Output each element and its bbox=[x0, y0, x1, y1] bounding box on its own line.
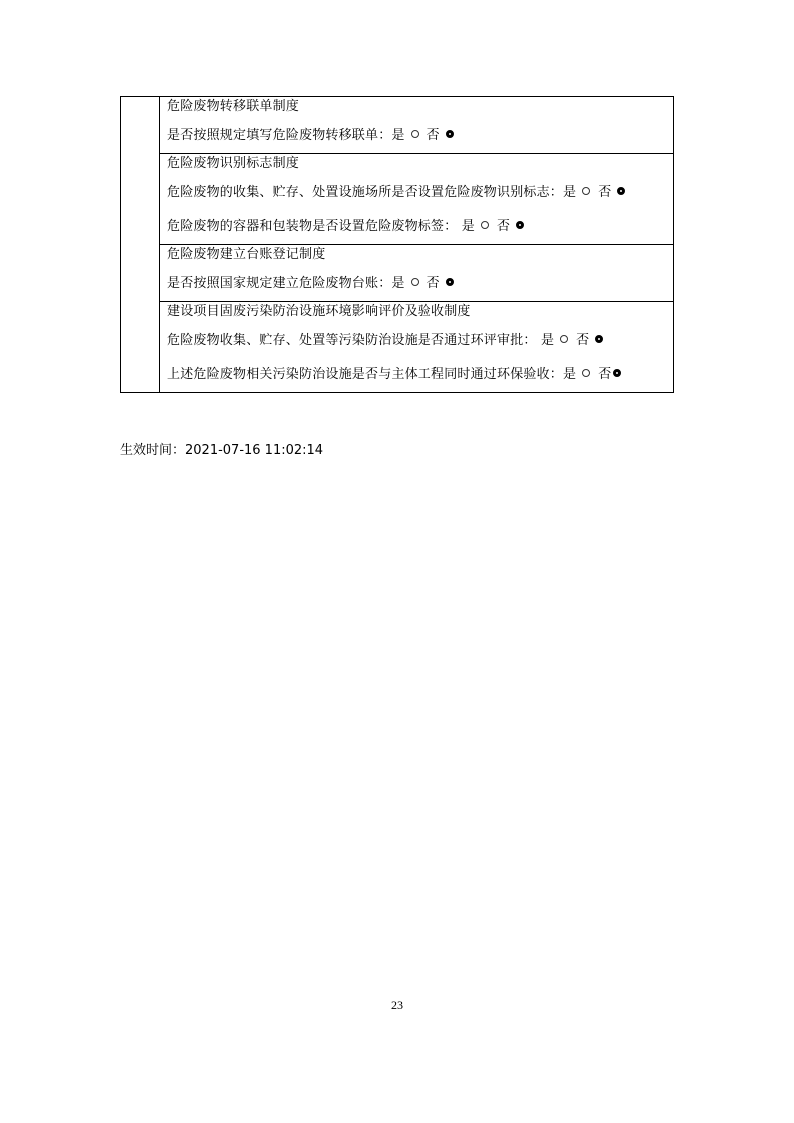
no-radio-selected[interactable] bbox=[613, 369, 621, 377]
no-option[interactable] bbox=[576, 324, 611, 358]
no-radio-selected[interactable] bbox=[516, 221, 524, 229]
question-row bbox=[167, 210, 667, 244]
yes-option[interactable] bbox=[541, 324, 576, 358]
section-title: 建设项目固废污染防治设施环境影响评价及验收制度 bbox=[167, 304, 471, 319]
yes-option[interactable] bbox=[563, 358, 598, 392]
yes-label: 是 bbox=[540, 333, 555, 348]
yes-radio[interactable] bbox=[560, 335, 568, 343]
yes-label: 是 bbox=[391, 128, 405, 143]
yes-label: 是 bbox=[563, 367, 577, 382]
section-cell-eia bbox=[160, 302, 674, 393]
section-row-identification bbox=[121, 154, 674, 245]
question-text: 危险废物收集、贮存、处置等污染防治设施是否通过环评审批： bbox=[167, 333, 541, 348]
left-label-column bbox=[121, 97, 160, 393]
section-cell-transfer bbox=[160, 97, 674, 154]
question-text: 是否按照规定填写危险废物转移联单： bbox=[167, 128, 392, 143]
yes-radio[interactable] bbox=[582, 187, 590, 195]
yes-radio[interactable] bbox=[411, 130, 419, 138]
yes-option[interactable] bbox=[391, 267, 426, 301]
yes-option[interactable] bbox=[563, 176, 598, 210]
yes-label: 是 bbox=[563, 185, 577, 200]
question-row bbox=[167, 358, 667, 392]
question-row bbox=[167, 176, 667, 210]
no-label: 否 bbox=[426, 276, 440, 291]
question-row bbox=[167, 324, 667, 358]
page-number: 23 bbox=[391, 998, 403, 1012]
no-label: 否 bbox=[576, 333, 590, 348]
no-option[interactable] bbox=[427, 119, 462, 153]
yes-radio[interactable] bbox=[481, 221, 489, 229]
question-text: 危险废物的容器和包装物是否设置危险废物标签： bbox=[167, 219, 462, 234]
no-radio-selected[interactable] bbox=[446, 278, 454, 286]
yes-option[interactable] bbox=[391, 119, 426, 153]
section-title: 危险废物建立台账登记制度 bbox=[167, 247, 326, 262]
no-radio-selected[interactable] bbox=[595, 335, 603, 343]
yes-label: 是 bbox=[391, 276, 405, 291]
section-row-ledger bbox=[121, 245, 674, 302]
yes-radio[interactable] bbox=[582, 369, 590, 377]
question-text: 是否按照国家规定建立危险废物台账： bbox=[167, 276, 392, 291]
no-radio-selected[interactable] bbox=[617, 187, 625, 195]
no-label: 否 bbox=[496, 219, 511, 234]
question-text: 上述危险废物相关污染防治设施是否与主体工程同时通过环保验收： bbox=[167, 367, 564, 382]
section-cell-ledger bbox=[160, 245, 674, 302]
yes-option[interactable] bbox=[462, 210, 497, 244]
no-option[interactable] bbox=[497, 210, 532, 244]
question-text: 危险废物的收集、贮存、处置设施场所是否设置危险废物识别标志： bbox=[167, 185, 564, 200]
regulation-form-table bbox=[120, 96, 674, 393]
no-label: 否 bbox=[598, 185, 612, 200]
effective-time: 生效时间：2021-07-16 11:02:14 bbox=[120, 443, 324, 458]
no-label: 否 bbox=[598, 367, 612, 382]
no-option[interactable] bbox=[598, 176, 633, 210]
yes-radio[interactable] bbox=[411, 278, 419, 286]
section-title: 危险废物转移联单制度 bbox=[167, 99, 300, 114]
yes-label: 是 bbox=[461, 219, 475, 234]
question-row bbox=[167, 267, 667, 301]
no-option[interactable] bbox=[427, 267, 462, 301]
no-radio-selected[interactable] bbox=[446, 130, 454, 138]
section-row-eia bbox=[121, 302, 674, 393]
question-row bbox=[167, 119, 667, 153]
no-label: 否 bbox=[426, 128, 440, 143]
no-option[interactable] bbox=[598, 358, 621, 392]
section-row-transfer bbox=[121, 97, 674, 154]
section-title: 危险废物识别标志制度 bbox=[167, 156, 300, 171]
section-cell-identification bbox=[160, 154, 674, 245]
